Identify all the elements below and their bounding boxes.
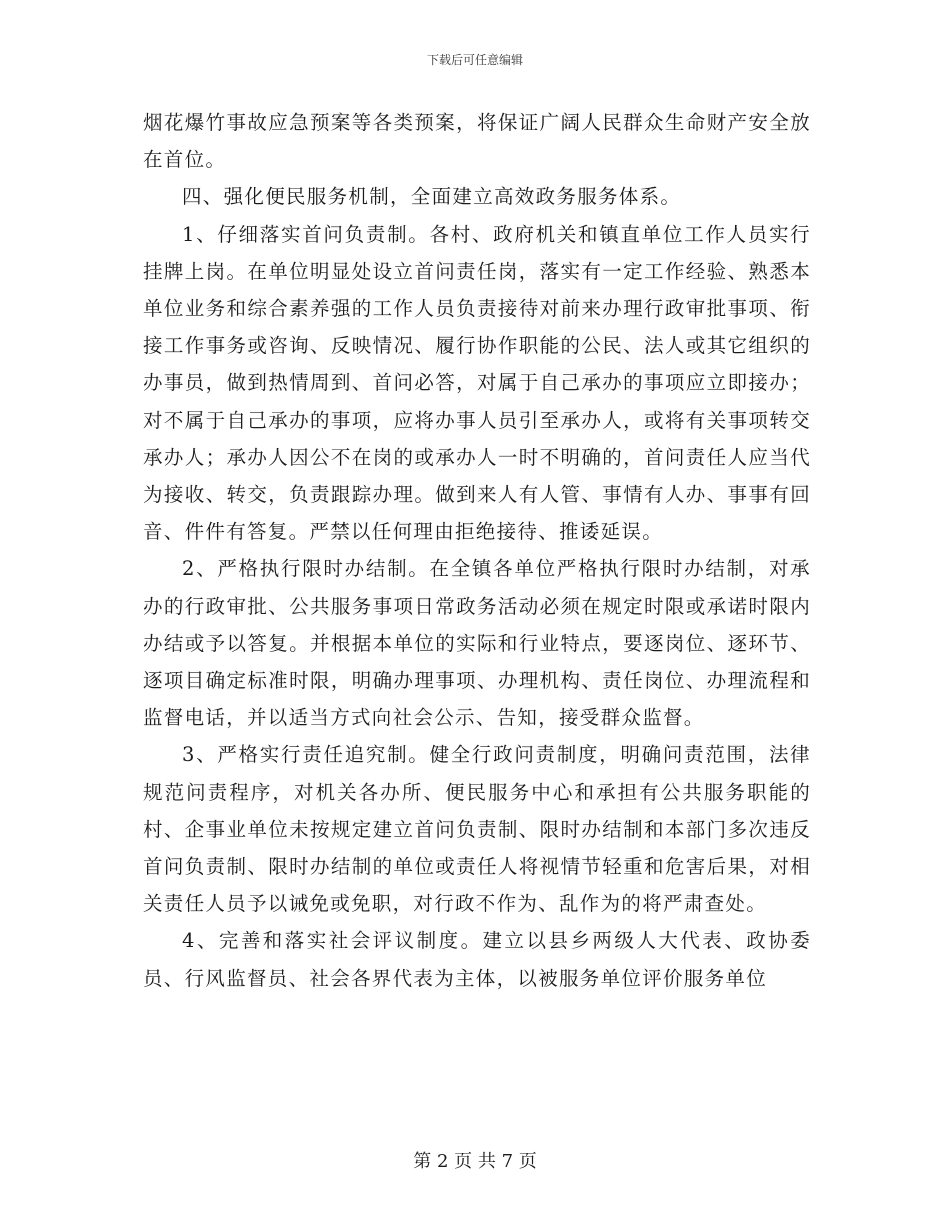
document-body	[143, 104, 811, 997]
section-heading: 四、强化便民服务机制，全面建立高效政务服务体系。	[182, 185, 682, 209]
page-header: 下载后可任意编辑	[426, 53, 523, 67]
paragraph-item-4: 4、完善和落实社会评议制度。建立以县乡两级人大代表、政协委员、行风监督员、社会各界代表为主体，以被服务单位评价服务单位	[143, 929, 811, 990]
paragraph-item-1: 1、仔细落实首问负责制。各村、政府机关和镇直单位工作人员实行挂牌上岗。在单位明显处设立首问责任岗，落实有一定工作经验、熟悉本单位业务和综合素养强的工作人员负责接待对前来办理行政审批事项、衔接工作事务或咨询、反映情况、履行协作职能的公民、法人或其它组织的办事员，做到热情周到、首问必答，对属于自己承办的事项应立即接办；对不属于自己承办的事项，应将办事人员引至承办人，或将有关事项转交承办人；承办人因公不在岗的或承办人一时不明确的，首问责任人应当代为接收、转交，负责跟踪办理。做到来人有人管、事情有人办、事事有回音、件件有答复。严禁以任何理由拒绝接待、推诿延误。	[143, 222, 811, 544]
paragraph-continuation: 烟花爆竹事故应急预案等各类预案，将保证广阔人民群众生命财产安全放在首位。	[143, 111, 811, 172]
paragraph-item-3: 3、严格实行责任追究制。健全行政问责制度，明确问责范围，法律规范问责程序，对机关各办所、便民服务中心和承担有公共服务职能的村、企事业单位未按规定建立首问负责制、限时办结制和本部门多次违反首问负责制、限时办结制的单位或责任人将视情节轻重和危害后果，对相关责任人员予以诫免或免职，对行政不作为、乱作为的将严肃查处。	[143, 743, 811, 916]
page-footer: 第 2 页 共 7 页	[413, 1151, 537, 1172]
paragraph-item-2: 2、严格执行限时办结制。在全镇各单位严格执行限时办结制，对承办的行政审批、公共服务事项日常政务活动必须在规定时限或承诺时限内办结或予以答复。并根据本单位的实际和行业特点，要逐岗位、逐环节、逐项目确定标准时限，明确办理事项、办理机构、责任岗位、办理流程和监督电话，并以适当方式向社会公示、告知，接受群众监督。	[143, 557, 811, 730]
